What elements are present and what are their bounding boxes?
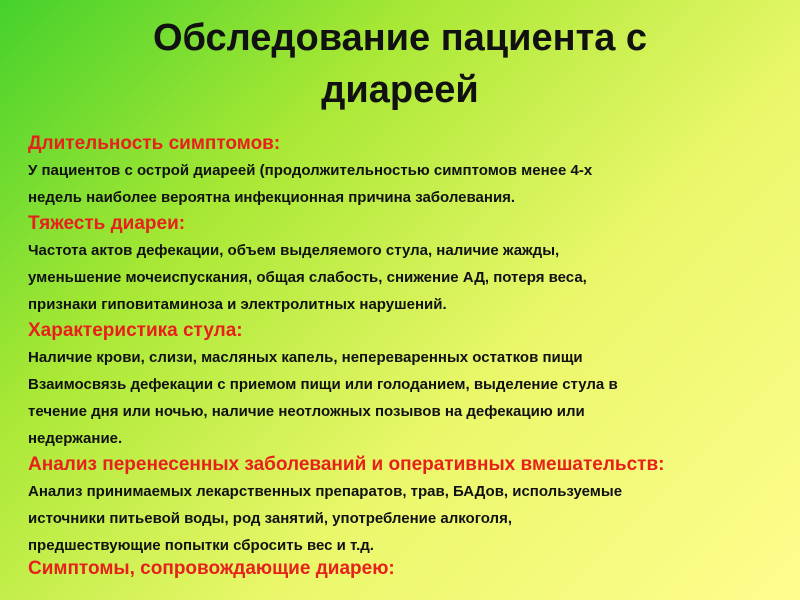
body-line: недержание. <box>28 430 123 447</box>
section-heading: Характеристика стула: <box>28 320 243 341</box>
section-history-analysis <box>28 452 788 559</box>
body-line: предшествующие попытки сбросить вес и т.д. <box>28 537 374 554</box>
body-line: Анализ принимаемых лекарственных препаратов, трав, БАДов, используемые <box>28 483 623 500</box>
body-line: признаки гиповитаминоза и электролитных нарушений. <box>28 296 447 313</box>
slide-title-line-2: диареей <box>321 69 479 111</box>
section-body <box>28 478 788 559</box>
section-heading: Анализ перенесенных заболеваний и оперативных вмешательств: <box>28 454 665 475</box>
body-line: У пациентов с острой диареей (продолжительностью симптомов менее 4-х <box>28 162 593 179</box>
body-line: течение дня или ночью, наличие неотложных позывов на дефекацию или <box>28 403 585 420</box>
slide-title-line-1: Обследование пациента с <box>152 17 648 59</box>
section-heading: Симптомы, сопровождающие диарею: <box>28 558 395 579</box>
section-stool-characteristics <box>28 318 788 452</box>
section-body <box>28 157 788 211</box>
section-body <box>28 344 788 452</box>
body-line: недель наиболее вероятна инфекционная причина заболевания. <box>28 189 516 206</box>
slide-title <box>0 12 800 116</box>
body-line: Наличие крови, слизи, масляных капель, непереваренных остатков пищи <box>28 349 583 366</box>
slide-content <box>28 131 788 582</box>
body-line: Частота актов дефекации, объем выделяемого стула, наличие жажды, <box>28 242 560 259</box>
section-heading: Длительность симптомов: <box>28 133 281 154</box>
section-heading: Тяжесть диареи: <box>28 213 186 234</box>
section-symptom-duration <box>28 131 788 211</box>
body-line: уменьшение мочеиспускания, общая слабость, снижение АД, потеря веса, <box>28 269 587 286</box>
section-body <box>28 237 788 318</box>
section-diarrhea-severity <box>28 211 788 318</box>
body-line: источники питьевой воды, род занятий, употребление алкоголя, <box>28 510 512 527</box>
body-line: Взаимосвязь дефекации с приемом пищи или голоданием, выделение стула в <box>28 376 618 393</box>
section-accompanying-symptoms <box>28 556 788 582</box>
